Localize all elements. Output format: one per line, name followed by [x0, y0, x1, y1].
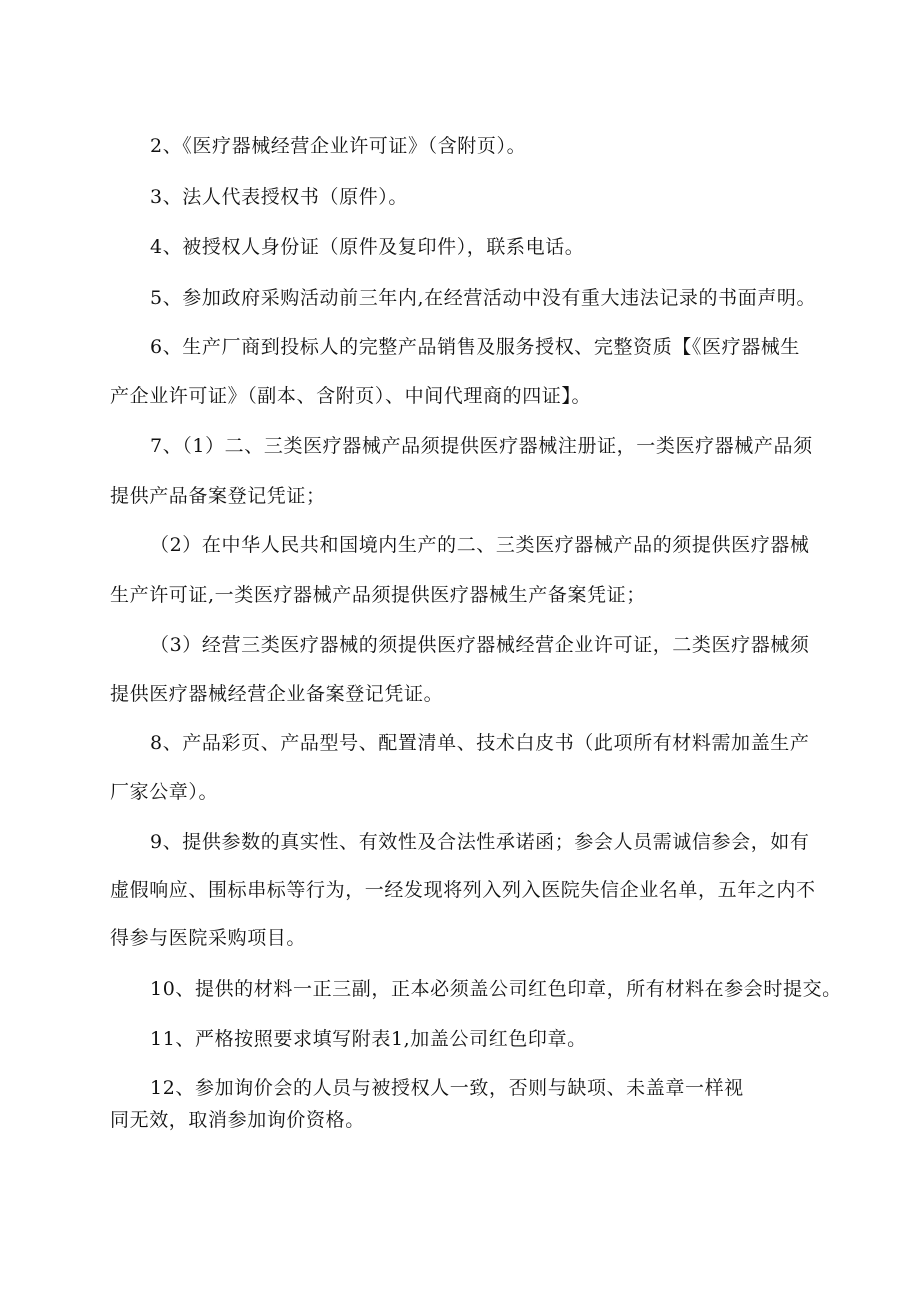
item-2-line-1: 2、《医疗器械经营企业许可证》（含附页）。 — [150, 135, 527, 157]
item-10-line-1: 10、提供的材料一正三副，正本必须盖公司红色印章，所有材料在参会时提交。 — [150, 978, 842, 1000]
item-9-line-2: 虚假响应、围标串标等行为，一经发现将列入列入医院失信企业名单，五年之内不 — [110, 879, 816, 901]
item-7-line-2: 提供产品备案登记凭证； — [110, 485, 326, 507]
item-6-line-1: 6、生产厂商到投标人的完整产品销售及服务授权、完整资质【《医疗器械生 — [150, 336, 800, 358]
item-8-line-1: 8、产品彩页、产品型号、配置清单、技术白皮书（此项所有材料需加盖生产 — [150, 732, 810, 754]
item-8-line-2: 厂家公章）。 — [110, 781, 219, 803]
item-7-line-1: 7、（1）二、三类医疗器械产品须提供医疗器械注册证，一类医疗器械产品须 — [150, 435, 813, 457]
item-5-line-1: 5、参加政府采购活动前三年内,在经营活动中没有重大违法记录的书面声明。 — [150, 287, 817, 309]
item-9-line-1: 9、提供参数的真实性、有效性及合法性承诺函；参会人员需诚信参会，如有 — [150, 831, 810, 853]
item-6-line-2: 产企业许可证》（副本、含附页）、中间代理商的四证】。 — [110, 385, 592, 407]
item-9-line-3: 得参与医院采购项目。 — [110, 927, 307, 949]
item-3-line-1: 3、法人代表授权书（原件）。 — [150, 186, 408, 208]
item-11-line-1: 11、严格按照要求填写附表1,加盖公司红色印章。 — [150, 1028, 587, 1050]
item-7-sub-3-line-1: （3）经营三类医疗器械的须提供医疗器械经营企业许可证，二类医疗器械须 — [150, 634, 810, 656]
item-4-line-1: 4、被授权人身份证（原件及复印件），联系电话。 — [150, 236, 585, 258]
item-7-sub-2-line-2: 生产许可证,一类医疗器械产品须提供医疗器械生产备案凭证； — [110, 584, 646, 606]
item-12-line-2: 同无效，取消参加询价资格。 — [110, 1109, 365, 1131]
item-7-sub-2-line-1: （2）在中华人民共和国境内生产的二、三类医疗器械产品的须提供医疗器械 — [150, 534, 810, 556]
item-7-sub-3-line-2: 提供医疗器械经营企业备案登记凭证。 — [110, 683, 444, 705]
item-12-line-1: 12、参加询价会的人员与被授权人一致，否则与缺项、未盖章一样视 — [150, 1077, 744, 1099]
